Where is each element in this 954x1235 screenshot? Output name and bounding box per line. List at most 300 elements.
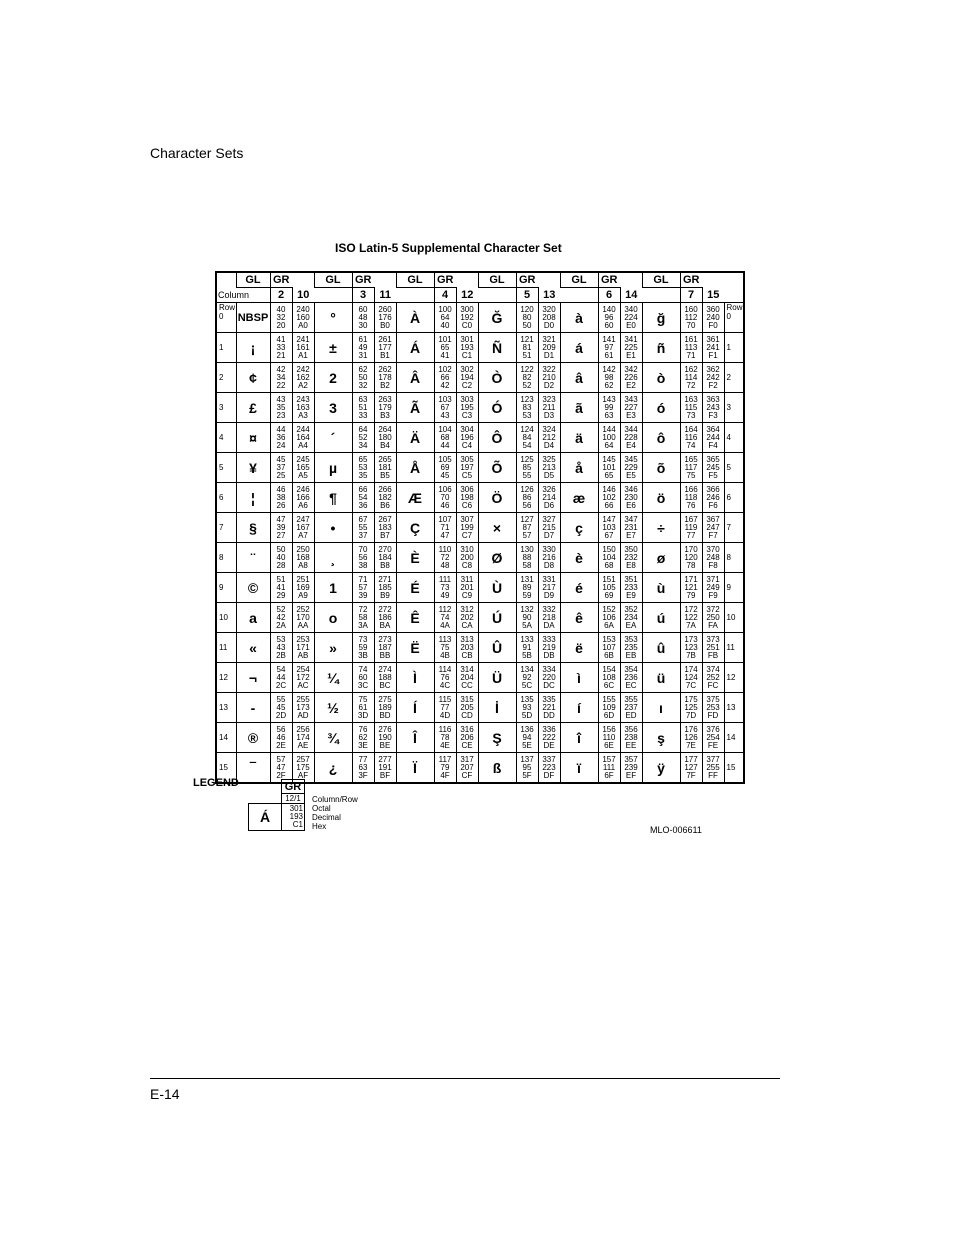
gl-code-cell: [680, 753, 702, 784]
hex-code: D9: [543, 591, 555, 600]
gr-code-cell: [538, 303, 560, 333]
hex-code: ED: [625, 711, 637, 720]
decimal-code: 112: [684, 313, 698, 322]
decimal-code: 250: [706, 613, 720, 622]
gl-code-cell: [680, 483, 702, 513]
octal-code: 364: [706, 425, 720, 434]
hex-code: 61: [604, 351, 614, 360]
decimal-code: 202: [460, 613, 474, 622]
gl-column-number: 2: [270, 288, 292, 303]
hex-code: B8: [380, 561, 390, 570]
gr-code-cell: [620, 363, 642, 393]
decimal-code: 181: [378, 463, 392, 472]
decimal-code: 53: [358, 463, 368, 472]
group-spacer: [396, 288, 434, 303]
hex-code: F8: [708, 561, 718, 570]
octal-code: 56: [276, 725, 286, 734]
hex-code: 7F: [686, 771, 696, 780]
decimal-code: 101: [602, 463, 616, 472]
decimal-code: 88: [522, 553, 532, 562]
gr-column-number: 14: [620, 288, 642, 303]
hex-code: 24: [276, 441, 286, 450]
octal-code: 146: [602, 485, 616, 494]
char-cell: 3: [314, 393, 352, 423]
table-row: [216, 633, 744, 663]
gr-code-cell: [456, 393, 478, 423]
octal-code: 244: [296, 425, 310, 434]
decimal-code: 97: [604, 343, 614, 352]
char-cell: Ô: [478, 423, 516, 453]
row-label: 3: [216, 393, 236, 423]
hex-code: CF: [461, 771, 473, 780]
decimal-code: 34: [276, 373, 286, 382]
char-cell: a: [236, 603, 270, 633]
gr-code-cell: [620, 723, 642, 753]
octal-code: 337: [542, 755, 556, 764]
decimal-code: 78: [440, 733, 450, 742]
gl-code-cell: [270, 363, 292, 393]
hex-code: 30: [358, 321, 368, 330]
gr-code-cell: [620, 423, 642, 453]
hex-code: BC: [379, 681, 391, 690]
decimal-code: 254: [706, 733, 720, 742]
octal-code: 117: [438, 755, 452, 764]
octal-code: 317: [460, 755, 474, 764]
hex-code: A4: [298, 441, 308, 450]
gl-code-cell: [598, 303, 620, 333]
decimal-code: 229: [624, 463, 638, 472]
char-cell: ‾: [236, 753, 270, 784]
decimal-code: 233: [624, 583, 638, 592]
gl-column-number: 6: [598, 288, 620, 303]
decimal-code: 98: [604, 373, 614, 382]
octal-code: 326: [542, 485, 556, 494]
char-cell: ù: [642, 573, 680, 603]
decimal-code: 102: [602, 493, 616, 502]
gr-code-cell: [620, 633, 642, 663]
hex-code: 57: [522, 531, 532, 540]
octal-code: 74: [358, 665, 368, 674]
hex-code: D3: [543, 411, 555, 420]
gr-code-cell: [374, 393, 396, 423]
hex-code: FB: [707, 651, 719, 660]
gr-code-cell: [292, 573, 314, 603]
gl-code-cell: [434, 693, 456, 723]
hex-code: E1: [626, 351, 636, 360]
octal-code: 112: [438, 605, 452, 614]
octal-code: 120: [520, 305, 534, 314]
table-row: [216, 513, 744, 543]
octal-code: 345: [624, 455, 638, 464]
gr-code-cell: [374, 663, 396, 693]
decimal-code: 86: [522, 493, 532, 502]
char-cell: Ï: [396, 753, 434, 784]
hex-code: CA: [461, 621, 473, 630]
decimal-code: 210: [542, 373, 556, 382]
hex-code: 29: [276, 591, 286, 600]
row-caption: Row: [219, 303, 236, 312]
hex-code: 44: [440, 441, 450, 450]
octal-code: 130: [520, 545, 534, 554]
octal-code: 47: [276, 515, 286, 524]
decimal-code: 175: [296, 763, 310, 772]
hex-code: 3E: [358, 741, 368, 750]
gr-code-cell: [620, 513, 642, 543]
char-cell: ÷: [642, 513, 680, 543]
gl-code-cell: [680, 303, 702, 333]
decimal-code: 45: [276, 703, 286, 712]
hex-code: AF: [297, 771, 309, 780]
gl-code-cell: [434, 753, 456, 784]
octal-code: 165: [684, 455, 698, 464]
octal-code: 250: [296, 545, 310, 554]
row-label: 5: [216, 453, 236, 483]
hex-code: 7C: [685, 681, 697, 690]
gl-code-cell: [434, 333, 456, 363]
gl-column-number: 4: [434, 288, 456, 303]
hex-code: 5A: [522, 621, 532, 630]
hex-code: 38: [358, 561, 368, 570]
octal-code: 50: [276, 545, 286, 554]
row-label-right: 5: [724, 453, 744, 483]
octal-code: 51: [276, 575, 286, 584]
hex-code: 65: [604, 471, 614, 480]
gr-column-number: 10: [292, 288, 314, 303]
decimal-code: 185: [378, 583, 392, 592]
decimal-code: 214: [542, 493, 556, 502]
decimal-code: 239: [624, 763, 638, 772]
gr-code-cell: [456, 453, 478, 483]
octal-code: 370: [706, 545, 720, 554]
hex-code: 5F: [522, 771, 532, 780]
octal-code: 270: [378, 545, 392, 554]
decimal-code: 42: [276, 613, 286, 622]
hex-code: 35: [358, 471, 368, 480]
decimal-code: 178: [378, 373, 392, 382]
char-cell: ¶: [314, 483, 352, 513]
gr-code-cell: [538, 423, 560, 453]
gl-code-cell: [434, 393, 456, 423]
decimal-code: 91: [522, 643, 532, 652]
octal-code: 67: [358, 515, 368, 524]
decimal-code: 193: [460, 343, 474, 352]
decimal-code: 201: [460, 583, 474, 592]
octal-code: 324: [542, 425, 556, 434]
hex-code: 2F: [276, 771, 286, 780]
decimal-code: 212: [542, 433, 556, 442]
gr-code-cell: [702, 303, 724, 333]
decimal-code: 90: [522, 613, 532, 622]
octal-code: 77: [358, 755, 368, 764]
char-cell: ä: [560, 423, 598, 453]
row-label-right: [724, 303, 744, 333]
octal-code: 353: [624, 635, 638, 644]
gr-code-cell: [456, 333, 478, 363]
decimal-code: 83: [522, 403, 532, 412]
hex-code: D0: [543, 321, 555, 330]
chart-title: ISO Latin-5 Supplemental Character Set: [335, 241, 562, 255]
decimal-code: 74: [440, 613, 450, 622]
gr-code-cell: [538, 393, 560, 423]
gl-code-cell: [516, 723, 538, 753]
hex-code: BE: [379, 741, 391, 750]
row-label: 2: [216, 363, 236, 393]
octal-code: 351: [624, 575, 638, 584]
octal-code: 355: [624, 695, 638, 704]
decimal-code: 118: [684, 493, 698, 502]
gl-code-cell: [680, 633, 702, 663]
char-cell: Á: [396, 333, 434, 363]
gr-code-cell: [538, 453, 560, 483]
decimal-code: 85: [522, 463, 532, 472]
octal-code: 63: [358, 395, 368, 404]
decimal-code: 176: [378, 313, 392, 322]
decimal-code: 240: [706, 313, 720, 322]
gl-code-cell: [598, 453, 620, 483]
hex-code: 67: [604, 531, 614, 540]
row-label: 14: [216, 723, 236, 753]
decimal-code: 206: [460, 733, 474, 742]
gr-column-number: 15: [702, 288, 724, 303]
gl-code-cell: [352, 393, 374, 423]
octal-code: 54: [276, 665, 286, 674]
hex-code: 3B: [358, 651, 368, 660]
gl-code-cell: [516, 603, 538, 633]
decimal-code: 32: [276, 313, 286, 322]
table-row: [216, 453, 744, 483]
gr-code-cell: [538, 603, 560, 633]
row-label: 4: [216, 423, 236, 453]
gl-code-cell: [270, 513, 292, 543]
hex-code: D6: [543, 501, 555, 510]
char-cell: ¥: [236, 453, 270, 483]
octal-code: 357: [624, 755, 638, 764]
octal-code: 106: [438, 485, 452, 494]
decimal-code: 207: [460, 763, 474, 772]
octal-code: 241: [296, 335, 310, 344]
decimal-code: 127: [684, 763, 698, 772]
gr-label: GR: [598, 272, 620, 288]
hex-code: 6A: [604, 621, 614, 630]
decimal-code: 105: [602, 583, 616, 592]
table-row: [216, 303, 744, 333]
octal-code: 60: [358, 305, 368, 314]
octal-code: 107: [438, 515, 452, 524]
octal-code: 103: [438, 395, 452, 404]
gl-code-cell: [270, 333, 292, 363]
hex-code: FA: [708, 621, 718, 630]
octal-code: 263: [378, 395, 392, 404]
gr-label: GR: [352, 272, 374, 288]
gl-code-cell: [598, 753, 620, 784]
gr-code-cell: [374, 693, 396, 723]
hex-code: FC: [707, 681, 719, 690]
decimal-code: 226: [624, 373, 638, 382]
octal-code: 123: [520, 395, 534, 404]
octal-code: 140: [602, 305, 616, 314]
octal-code: 151: [602, 575, 616, 584]
char-cell: Ì: [396, 663, 434, 693]
gl-code-cell: [352, 543, 374, 573]
group-spacer: [642, 288, 680, 303]
hex-code: 45: [440, 471, 450, 480]
decimal-code: 219: [542, 643, 556, 652]
hex-code: D8: [543, 561, 555, 570]
group-spacer: [456, 272, 478, 288]
decimal-code: 50: [358, 373, 368, 382]
octal-code: 166: [684, 485, 698, 494]
decimal-code: 64: [440, 313, 450, 322]
octal-code: 336: [542, 725, 556, 734]
gr-code-cell: [538, 753, 560, 784]
decimal-code: 67: [440, 403, 450, 412]
gl-code-cell: [270, 633, 292, 663]
hex-code: BD: [379, 711, 391, 720]
decimal-code: 93: [522, 703, 532, 712]
octal-code: 173: [684, 635, 698, 644]
gl-code-cell: [352, 513, 374, 543]
decimal-code: 65: [440, 343, 450, 352]
octal-code: 125: [520, 455, 534, 464]
decimal-code: 47: [276, 763, 286, 772]
decimal-code: 55: [358, 523, 368, 532]
decimal-code: 46: [276, 733, 286, 742]
gl-code-cell: [352, 663, 374, 693]
char-cell: ı: [642, 693, 680, 723]
hex-code: BF: [379, 771, 391, 780]
octal-code: 154: [602, 665, 616, 674]
decimal-code: 251: [706, 643, 720, 652]
corner-top: [216, 272, 236, 288]
octal-code: 300: [460, 305, 474, 314]
hex-code: B5: [380, 471, 390, 480]
octal-code: 334: [542, 665, 556, 674]
gl-code-cell: [680, 723, 702, 753]
decimal-code: 188: [378, 673, 392, 682]
char-cell: ®: [236, 723, 270, 753]
char-cell: Û: [478, 633, 516, 663]
char-cell: Í: [396, 693, 434, 723]
octal-code: 350: [624, 545, 638, 554]
octal-code: 360: [706, 305, 720, 314]
octal-code: 311: [460, 575, 474, 584]
octal-code: 104: [438, 425, 452, 434]
row-label-right: 2: [724, 363, 744, 393]
decimal-code: 51: [358, 403, 368, 412]
group-spacer: [292, 272, 314, 288]
gl-code-cell: [516, 453, 538, 483]
gr-column-number: 13: [538, 288, 560, 303]
gl-code-cell: [434, 453, 456, 483]
gl-code-cell: [516, 483, 538, 513]
octal-code: 65: [358, 455, 368, 464]
gl-label: GL: [236, 272, 270, 288]
decimal-code: 180: [378, 433, 392, 442]
octal-code: 312: [460, 605, 474, 614]
hex-code: 6E: [604, 741, 614, 750]
gl-code-cell: [516, 423, 538, 453]
gr-code-cell: [702, 423, 724, 453]
octal-code: 64: [358, 425, 368, 434]
gr-code-cell: [620, 573, 642, 603]
gl-code-cell: [270, 573, 292, 603]
figure-id: MLO-006611: [650, 825, 702, 835]
octal-code: 332: [542, 605, 556, 614]
hex-code: C1: [461, 351, 473, 360]
hex-code: E6: [626, 501, 636, 510]
hex-code: 32: [358, 381, 368, 390]
octal-code: 307: [460, 515, 474, 524]
table-row: [216, 573, 744, 603]
octal-code: 255: [296, 695, 310, 704]
row-label-right: 4: [724, 423, 744, 453]
char-cell: û: [642, 633, 680, 663]
decimal-code: 171: [296, 643, 310, 652]
decimal-code: 110: [602, 733, 616, 742]
decimal-code: 111: [602, 763, 616, 772]
decimal-code: 244: [706, 433, 720, 442]
hex-code: 62: [604, 381, 614, 390]
gl-code-cell: [598, 693, 620, 723]
hex-code: D1: [543, 351, 555, 360]
char-cell: o: [314, 603, 352, 633]
decimal-code: 49: [358, 343, 368, 352]
hex-code: EE: [625, 741, 637, 750]
decimal-code: 71: [440, 523, 450, 532]
decimal-code: 177: [378, 343, 392, 352]
hex-code: 46: [440, 501, 450, 510]
gr-code-cell: [702, 543, 724, 573]
octal-code: 171: [684, 575, 698, 584]
legend-char: Á: [249, 804, 282, 831]
decimal-code: 40: [276, 553, 286, 562]
char-cell: Ç: [396, 513, 434, 543]
gl-code-cell: [434, 423, 456, 453]
decimal-code: 242: [706, 373, 720, 382]
gr-code-cell: [292, 693, 314, 723]
decimal-code: 227: [624, 403, 638, 412]
hex-code: 31: [358, 351, 368, 360]
decimal-code: 167: [296, 523, 310, 532]
octal-code: 256: [296, 725, 310, 734]
hex-code: 6D: [603, 711, 615, 720]
hex-code: 23: [276, 411, 286, 420]
gr-code-cell: [292, 423, 314, 453]
char-cell: ½: [314, 693, 352, 723]
hex-code: 68: [604, 561, 614, 570]
gr-code-cell: [374, 603, 396, 633]
octal-code: 134: [520, 665, 534, 674]
hex-code: 4C: [439, 681, 451, 690]
gl-code-cell: [680, 453, 702, 483]
char-cell: §: [236, 513, 270, 543]
gl-code-cell: [680, 363, 702, 393]
gr-code-cell: [702, 363, 724, 393]
octal-code: 321: [542, 335, 556, 344]
octal-code: 55: [276, 695, 286, 704]
octal-code: 264: [378, 425, 392, 434]
hex-code: 49: [440, 591, 450, 600]
char-cell: É: [396, 573, 434, 603]
hex-code: A2: [298, 381, 308, 390]
gl-code-cell: [680, 423, 702, 453]
gl-code-cell: [598, 633, 620, 663]
gr-code-cell: [620, 453, 642, 483]
gr-code-cell: [456, 363, 478, 393]
gl-code-cell: [516, 663, 538, 693]
gr-code-cell: [538, 663, 560, 693]
decimal-code: 115: [684, 403, 698, 412]
